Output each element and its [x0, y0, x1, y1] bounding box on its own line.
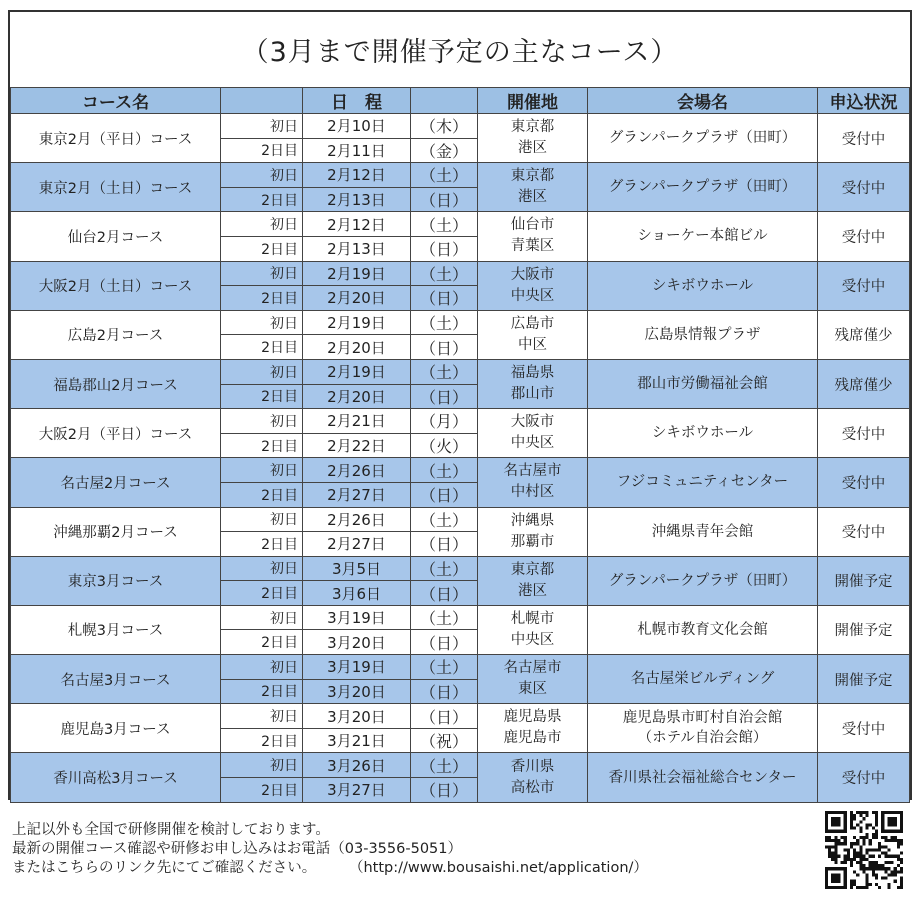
day-label: 初日: [221, 310, 303, 335]
table-row: [11, 409, 910, 434]
schedule-frame: [8, 10, 912, 800]
weekday-cell: （日）: [411, 335, 478, 360]
date-cell: 2月11日: [303, 138, 411, 163]
date-cell: 3月21日: [303, 728, 411, 753]
location-line: 大阪市: [510, 414, 555, 431]
course-name: 沖縄那覇2月コース: [11, 507, 221, 556]
weekday-cell: （日）: [411, 384, 478, 409]
venue-cell: [588, 409, 818, 458]
location-cell: [478, 261, 588, 310]
venue-line: 名古屋栄ビルディング: [630, 671, 775, 688]
weekday-cell: （土）: [411, 261, 478, 286]
date-cell: 3月19日: [303, 605, 411, 630]
status-badge: 受付中: [818, 704, 910, 753]
course-name: 広島2月コース: [11, 310, 221, 359]
location-line: 東京都: [510, 168, 555, 185]
course-name: 仙台2月コース: [11, 212, 221, 261]
location-line: 中村区: [510, 484, 555, 501]
status-badge: 受付中: [818, 753, 910, 802]
date-cell: 2月20日: [303, 384, 411, 409]
weekday-cell: （日）: [411, 630, 478, 655]
day-label: 初日: [221, 212, 303, 237]
date-cell: 2月27日: [303, 532, 411, 557]
location-line: 仙台市: [510, 217, 555, 234]
header-schedule: 日 程: [303, 88, 411, 114]
location-line: 大阪市: [510, 266, 555, 283]
location-cell: [478, 310, 588, 359]
day-label: 初日: [221, 163, 303, 188]
status-badge: 受付中: [818, 212, 910, 261]
venue-cell: [588, 212, 818, 261]
day-label: 2日目: [221, 138, 303, 163]
footer-line: [12, 859, 648, 878]
application-link[interactable]: （http://www.bousaishi.net/application/）: [356, 860, 648, 876]
location-cell: [478, 605, 588, 654]
date-cell: 3月19日: [303, 655, 411, 680]
table-row: [11, 704, 910, 729]
weekday-cell: （火）: [411, 433, 478, 458]
footer-line-text: またはこちらのリンク先にてご確認ください。: [12, 860, 317, 876]
date-cell: 2月27日: [303, 482, 411, 507]
weekday-cell: （土）: [411, 212, 478, 237]
venue-line: グランパークプラザ（田町）: [608, 572, 797, 589]
date-cell: 3月20日: [303, 704, 411, 729]
table-row: [11, 310, 910, 335]
course-name: 香川高松3月コース: [11, 753, 221, 802]
date-cell: 2月19日: [303, 310, 411, 335]
location-cell: [478, 163, 588, 212]
date-cell: 2月26日: [303, 507, 411, 532]
day-label: 2日目: [221, 532, 303, 557]
day-label: 2日目: [221, 581, 303, 606]
venue-line: シキボウホール: [651, 277, 754, 294]
day-label: 2日目: [221, 384, 303, 409]
day-label: 初日: [221, 261, 303, 286]
date-cell: 3月26日: [303, 753, 411, 778]
venue-line: 沖縄県青年会館: [651, 523, 754, 540]
venue-line: 広島県情報プラザ: [644, 326, 761, 343]
header-venue: 会場名: [588, 88, 818, 114]
location-cell: [478, 507, 588, 556]
day-label: 初日: [221, 409, 303, 434]
location-line: 東京都: [510, 561, 555, 578]
course-name: 東京2月（平日）コース: [11, 114, 221, 163]
location-line: 沖縄県: [510, 512, 555, 529]
status-badge: 受付中: [818, 458, 910, 507]
date-cell: 2月26日: [303, 458, 411, 483]
course-name: 札幌3月コース: [11, 605, 221, 654]
weekday-cell: （日）: [411, 581, 478, 606]
location-cell: [478, 212, 588, 261]
table-row: [11, 507, 910, 532]
date-cell: 3月5日: [303, 556, 411, 581]
header-spacer: [221, 88, 303, 114]
course-name: 東京3月コース: [11, 556, 221, 605]
day-label: 2日目: [221, 433, 303, 458]
location-cell: [478, 458, 588, 507]
course-table: [10, 87, 910, 803]
venue-line: フジコミュニティセンター: [616, 474, 789, 491]
location-line: 港区: [518, 582, 547, 599]
weekday-cell: （日）: [411, 187, 478, 212]
location-cell: [478, 359, 588, 408]
location-line: 中央区: [510, 435, 555, 452]
location-cell: [478, 655, 588, 704]
course-name: 福島郡山2月コース: [11, 359, 221, 408]
date-cell: 3月6日: [303, 581, 411, 606]
day-label: 初日: [221, 114, 303, 139]
day-label: 2日目: [221, 679, 303, 704]
header-status: 申込状況: [818, 88, 910, 114]
venue-line: グランパークプラザ（田町）: [608, 179, 797, 196]
day-label: 2日目: [221, 236, 303, 261]
day-label: 初日: [221, 605, 303, 630]
location-line: 名古屋市: [503, 463, 562, 480]
course-name: 大阪2月（土日）コース: [11, 261, 221, 310]
date-cell: 2月13日: [303, 236, 411, 261]
weekday-cell: （土）: [411, 310, 478, 335]
location-line: 中央区: [510, 287, 555, 304]
date-cell: 3月20日: [303, 630, 411, 655]
location-line: 香川県: [510, 758, 555, 775]
table-row: [11, 212, 910, 237]
weekday-cell: （金）: [411, 138, 478, 163]
status-badge: 受付中: [818, 261, 910, 310]
venue-cell: [588, 655, 818, 704]
venue-cell: [588, 753, 818, 802]
venue-cell: [588, 310, 818, 359]
date-cell: 2月13日: [303, 187, 411, 212]
venue-line: ショーケー本館ビル: [637, 228, 768, 245]
venue-cell: [588, 163, 818, 212]
venue-cell: [588, 261, 818, 310]
weekday-cell: （日）: [411, 236, 478, 261]
weekday-cell: （日）: [411, 778, 478, 803]
location-line: 青葉区: [510, 238, 555, 255]
venue-line: 郡山市労働福祉会館: [637, 376, 768, 393]
location-cell: [478, 556, 588, 605]
table-row: [11, 359, 910, 384]
venue-cell: [588, 507, 818, 556]
location-line: 東京都: [510, 119, 555, 136]
course-name: 鹿児島3月コース: [11, 704, 221, 753]
weekday-cell: （月）: [411, 409, 478, 434]
date-cell: 2月19日: [303, 359, 411, 384]
date-cell: 2月12日: [303, 212, 411, 237]
course-name: 名古屋3月コース: [11, 655, 221, 704]
weekday-cell: （日）: [411, 286, 478, 311]
venue-line: 香川県社会福祉総合センター: [608, 769, 797, 786]
day-label: 初日: [221, 704, 303, 729]
date-cell: 2月21日: [303, 409, 411, 434]
location-cell: [478, 409, 588, 458]
venue-line: シキボウホール: [651, 425, 754, 442]
table-header-row: [11, 88, 910, 114]
status-badge: 残席僅少: [818, 359, 910, 408]
location-line: 中央区: [510, 631, 555, 648]
day-label: 初日: [221, 507, 303, 532]
day-label: 初日: [221, 655, 303, 680]
status-badge: 受付中: [818, 507, 910, 556]
footer-line: 上記以外も全国で研修開催を検討しております。: [12, 822, 330, 838]
venue-line: （ホテル自治会館）: [637, 730, 768, 747]
location-cell: [478, 704, 588, 753]
location-cell: [478, 753, 588, 802]
table-row: [11, 605, 910, 630]
weekday-cell: （土）: [411, 753, 478, 778]
qr-code-icon[interactable]: [825, 811, 903, 889]
venue-cell: [588, 605, 818, 654]
weekday-cell: （日）: [411, 532, 478, 557]
location-line: 高松市: [510, 779, 555, 796]
location-line: 名古屋市: [503, 660, 562, 677]
venue-line: 札幌市教育文化会館: [637, 621, 768, 638]
table-row: [11, 655, 910, 680]
weekday-cell: （日）: [411, 704, 478, 729]
table-row: [11, 163, 910, 188]
venue-line: グランパークプラザ（田町）: [608, 130, 797, 147]
location-line: 福島県: [510, 365, 555, 382]
date-cell: 2月10日: [303, 114, 411, 139]
table-row: [11, 556, 910, 581]
location-line: 那覇市: [510, 533, 555, 550]
day-label: 2日目: [221, 286, 303, 311]
day-label: 初日: [221, 359, 303, 384]
venue-cell: [588, 359, 818, 408]
footer-line: 最新の開催コース確認や研修お申し込みはお電話（03-3556-5051）: [12, 841, 462, 857]
table-row: [11, 458, 910, 483]
status-badge: 開催予定: [818, 605, 910, 654]
header-spacer: [411, 88, 478, 114]
venue-line: 鹿児島県市町村自治会館: [622, 710, 783, 727]
location-line: 東区: [518, 681, 547, 698]
date-cell: 2月19日: [303, 261, 411, 286]
weekday-cell: （土）: [411, 556, 478, 581]
day-label: 2日目: [221, 482, 303, 507]
day-label: 2日目: [221, 335, 303, 360]
day-label: 2日目: [221, 778, 303, 803]
date-cell: 3月27日: [303, 778, 411, 803]
status-badge: 開催予定: [818, 556, 910, 605]
location-line: 中区: [518, 336, 547, 353]
weekday-cell: （土）: [411, 458, 478, 483]
weekday-cell: （木）: [411, 114, 478, 139]
date-cell: 3月20日: [303, 679, 411, 704]
weekday-cell: （土）: [411, 359, 478, 384]
location-line: 広島市: [510, 315, 555, 332]
page-title: （3月まで開催予定の主なコース）: [241, 37, 679, 68]
day-label: 初日: [221, 556, 303, 581]
status-badge: 受付中: [818, 114, 910, 163]
weekday-cell: （土）: [411, 605, 478, 630]
day-label: 2日目: [221, 630, 303, 655]
table-row: [11, 753, 910, 778]
weekday-cell: （土）: [411, 163, 478, 188]
day-label: 2日目: [221, 187, 303, 212]
location-line: 港区: [518, 140, 547, 157]
weekday-cell: （土）: [411, 507, 478, 532]
course-name: 名古屋2月コース: [11, 458, 221, 507]
course-name: 大阪2月（平日）コース: [11, 409, 221, 458]
course-name: 東京2月（土日）コース: [11, 163, 221, 212]
status-badge: 開催予定: [818, 655, 910, 704]
weekday-cell: （日）: [411, 679, 478, 704]
status-badge: 残席僅少: [818, 310, 910, 359]
date-cell: 2月22日: [303, 433, 411, 458]
status-badge: 受付中: [818, 163, 910, 212]
venue-cell: [588, 556, 818, 605]
weekday-cell: （土）: [411, 655, 478, 680]
location-cell: [478, 114, 588, 163]
location-line: 郡山市: [510, 386, 555, 403]
location-line: 港区: [518, 189, 547, 206]
date-cell: 2月20日: [303, 286, 411, 311]
day-label: 初日: [221, 753, 303, 778]
day-label: 2日目: [221, 728, 303, 753]
header-course-name: コース名: [11, 88, 221, 114]
location-line: 鹿児島市: [503, 730, 562, 747]
table-row: [11, 114, 910, 139]
header-location: 開催地: [478, 88, 588, 114]
venue-cell: [588, 704, 818, 753]
day-label: 初日: [221, 458, 303, 483]
location-line: 鹿児島県: [503, 709, 562, 726]
date-cell: 2月20日: [303, 335, 411, 360]
date-cell: 2月12日: [303, 163, 411, 188]
status-badge: 受付中: [818, 409, 910, 458]
venue-cell: [588, 458, 818, 507]
footer-note: [12, 821, 648, 878]
weekday-cell: （祝）: [411, 728, 478, 753]
table-row: [11, 261, 910, 286]
weekday-cell: （日）: [411, 482, 478, 507]
venue-cell: [588, 114, 818, 163]
location-line: 札幌市: [510, 610, 555, 627]
